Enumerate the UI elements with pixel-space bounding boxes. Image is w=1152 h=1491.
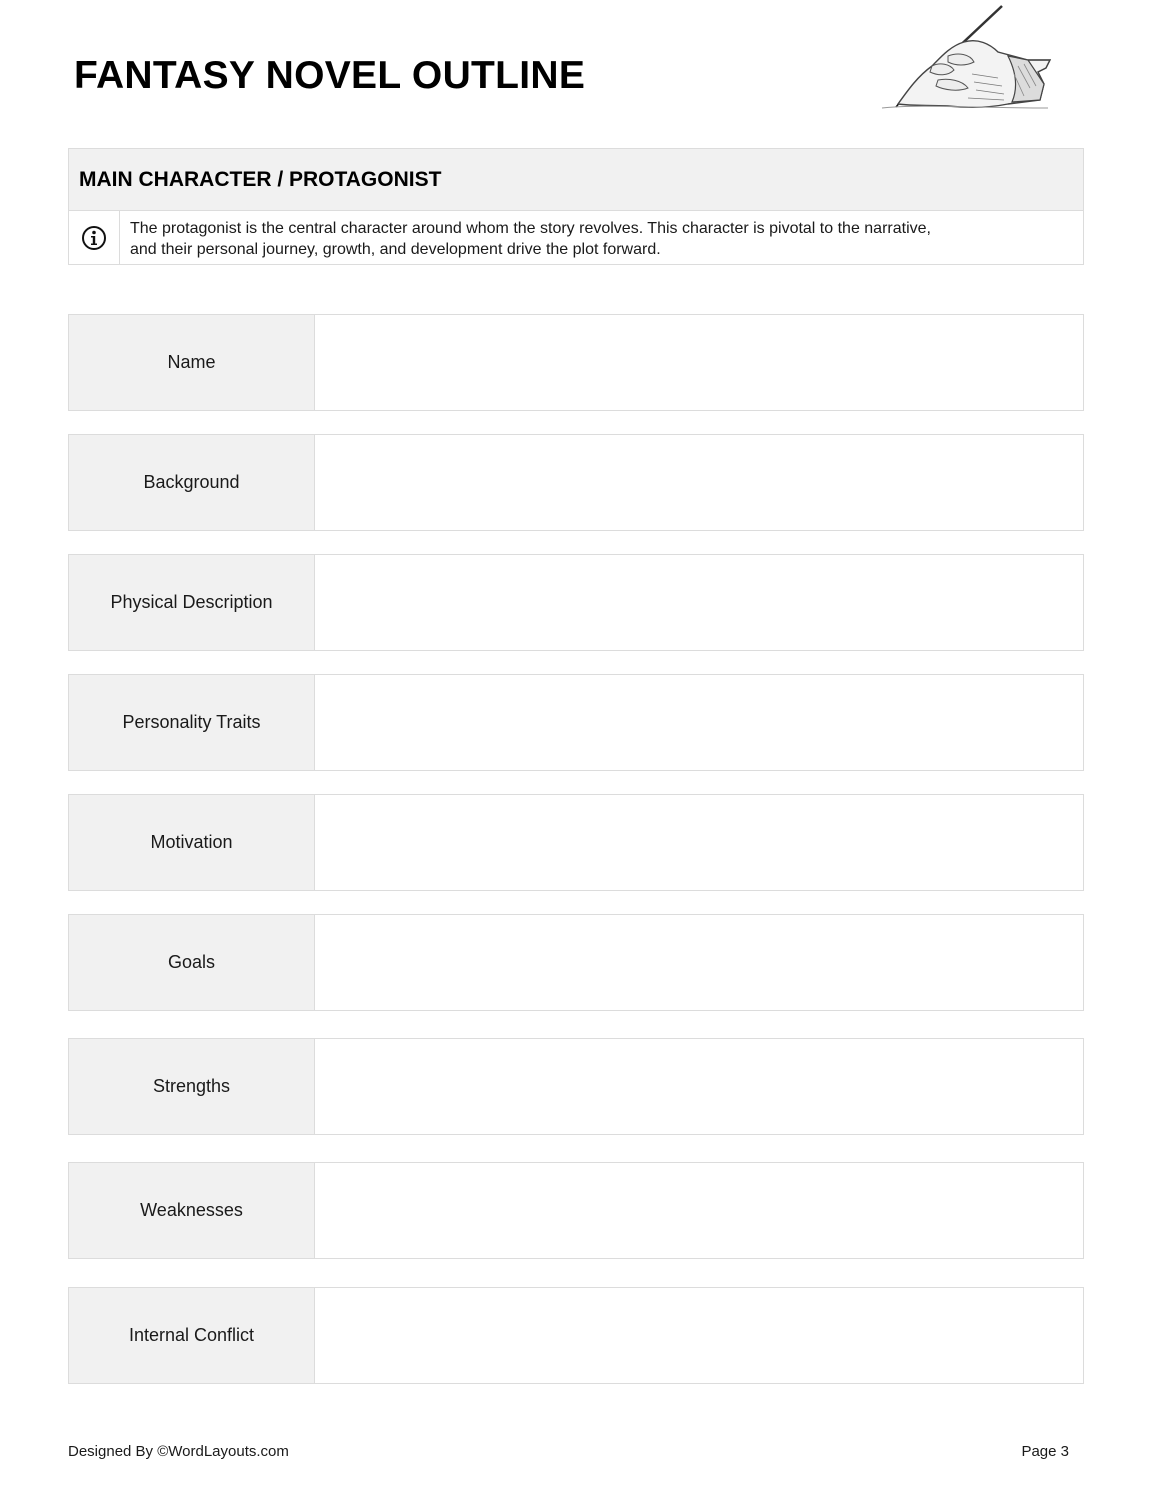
- field-input-internal-conflict[interactable]: [315, 1288, 1083, 1383]
- section-heading: MAIN CHARACTER / PROTAGONIST: [69, 149, 1083, 211]
- field-row-strengths: [68, 1038, 1084, 1135]
- description-line-1: The protagonist is the central character around whom the story revolves. This character is pivotal to the narrative,: [130, 220, 931, 237]
- section-description-row: [69, 211, 1083, 265]
- field-input-strengths[interactable]: [315, 1039, 1083, 1134]
- field-row-weaknesses: [68, 1162, 1084, 1259]
- field-row-motivation: [68, 794, 1084, 891]
- field-input-physical-description[interactable]: [315, 555, 1083, 650]
- description-line-2: and their personal journey, growth, and development drive the plot forward.: [130, 241, 661, 258]
- field-row-personality-traits: [68, 674, 1084, 771]
- field-input-motivation[interactable]: [315, 795, 1083, 890]
- field-row-internal-conflict: [68, 1287, 1084, 1384]
- field-label-physical-description: Physical Description: [69, 555, 315, 650]
- field-label-personality-traits: Personality Traits: [69, 675, 315, 770]
- field-row-name: [68, 314, 1084, 411]
- info-icon-cell: [69, 211, 120, 265]
- field-input-goals[interactable]: [315, 915, 1083, 1010]
- field-input-weaknesses[interactable]: [315, 1163, 1083, 1258]
- footer-page-number: Page 3: [1021, 1443, 1069, 1460]
- field-row-background: [68, 434, 1084, 531]
- field-label-weaknesses: Weaknesses: [69, 1163, 315, 1258]
- hand-writing-illustration: [878, 4, 1054, 112]
- field-label-name: Name: [69, 315, 315, 410]
- field-row-goals: [68, 914, 1084, 1011]
- field-input-background[interactable]: [315, 435, 1083, 530]
- field-label-goals: Goals: [69, 915, 315, 1010]
- field-label-strengths: Strengths: [69, 1039, 315, 1134]
- field-row-physical-description: [68, 554, 1084, 651]
- info-circle-icon: [81, 225, 107, 251]
- page-title: FANTASY NOVEL OUTLINE: [74, 54, 586, 97]
- field-input-personality-traits[interactable]: [315, 675, 1083, 770]
- protagonist-section: [68, 148, 1084, 265]
- field-label-internal-conflict: Internal Conflict: [69, 1288, 315, 1383]
- field-label-motivation: Motivation: [69, 795, 315, 890]
- field-label-background: Background: [69, 435, 315, 530]
- footer-credit: Designed By ©WordLayouts.com: [68, 1443, 289, 1460]
- field-input-name[interactable]: [315, 315, 1083, 410]
- section-description: [120, 211, 941, 265]
